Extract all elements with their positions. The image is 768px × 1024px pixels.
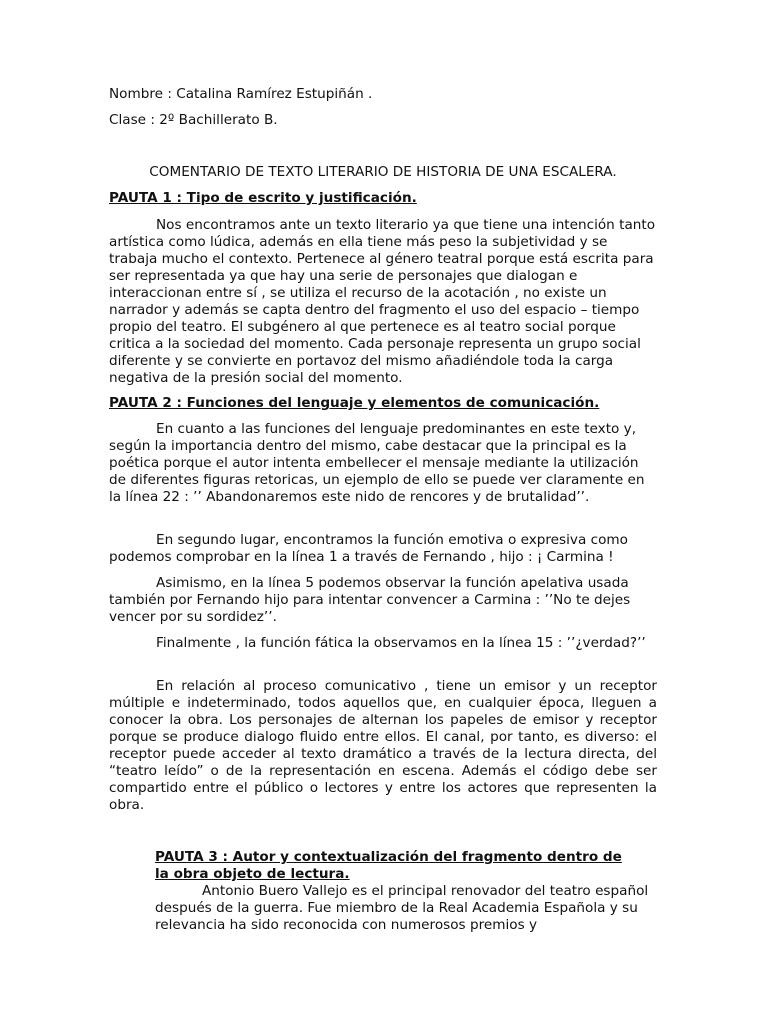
pauta2-paragraph-5: En relación al proceso comunicativo , tiene un emisor y un receptor múltiple e indeterminado, todos aquellos que, en cualquier época, lleguen a conocer la obra. Los personajes de alternan los papeles de emisor y receptor porque se produce dialogo fluido entre ellos. El canal, por tanto, es diverso: el receptor puede acceder al texto dramático a través de la lectura directa, del “teatro leído” o de la representación en escena. Además el código debe ser compartido entre el público o lectores y entre los actores que representen la obra. xyxy=(109,678,657,813)
pauta3-heading-line-1: PAUTA 3 : Autor y contextualización del fragmento dentro de xyxy=(155,849,622,865)
document-title: COMENTARIO DE TEXTO LITERARIO DE HISTORIA DE UNA ESCALERA. xyxy=(149,164,617,180)
pauta1-paragraph: Nos encontramos ante un texto literario ya que tiene una intención tanto artística como lúdica, además en ella tiene más peso la subjetividad y se trabaja mucho el contexto. Pertenece al género teatral porque está escrita para ser representada ya que hay una serie de personajes que dialogan e interaccionan entre sí , se utiliza el recurso de la acotación , no existe un narrador y además se capta dentro del fragmento el uso del espacio – tiempo propio del teatro. El subgénero al que pertenece es al teatro social porque critica a la sociedad del momento. Cada personaje representa un grupo social diferente y se convierte en portavoz del mismo añadiéndole toda la carga negativa de la presión social del momento. xyxy=(109,217,656,386)
pauta2-paragraph-2: En segundo lugar, encontramos la función emotiva o expresiva como podemos comprobar en la línea 1 a través de Fernando , hijo : ¡ Carmina ! xyxy=(109,532,628,565)
pauta2-paragraph-4: Finalmente , la función fática la observamos en la línea 15 : ’’¿verdad?’’ xyxy=(156,635,646,651)
student-name: Nombre : Catalina Ramírez Estupiñán . xyxy=(109,86,373,102)
pauta3-heading-line-2: la obra objeto de lectura. xyxy=(155,866,350,882)
pauta1-heading: PAUTA 1 : Tipo de escrito y justificación. xyxy=(109,190,417,206)
pauta2-paragraph-1: En cuanto a las funciones del lenguaje predominantes en este texto y, según la importancia dentro del mismo, cabe destacar que la principal es la poética porque el autor intenta embellecer el mensaje mediante la utilización de diferentes figuras retoricas, un ejemplo de ello se puede ver claramente en la línea 22 : ’’ Abandonaremos este nido de rencores y de brutalidad’’. xyxy=(109,421,645,505)
pauta2-paragraph-3: Asimismo, en la línea 5 podemos observar la función apelativa usada también por Fernando hijo para intentar convencer a Carmina : ’’No te dejes vencer por su sordidez’’. xyxy=(109,575,631,625)
pauta2-heading: PAUTA 2 : Funciones del lenguaje y elementos de comunicación. xyxy=(109,395,600,411)
student-class: Clase : 2º Bachillerato B. xyxy=(109,112,278,128)
pauta3-paragraph: Antonio Buero Vallejo es el principal renovador del teatro español después de la guerra. Fue miembro de la Real Academia Española y su relevancia ha sido reconocida con numerosos premios y xyxy=(155,883,649,933)
